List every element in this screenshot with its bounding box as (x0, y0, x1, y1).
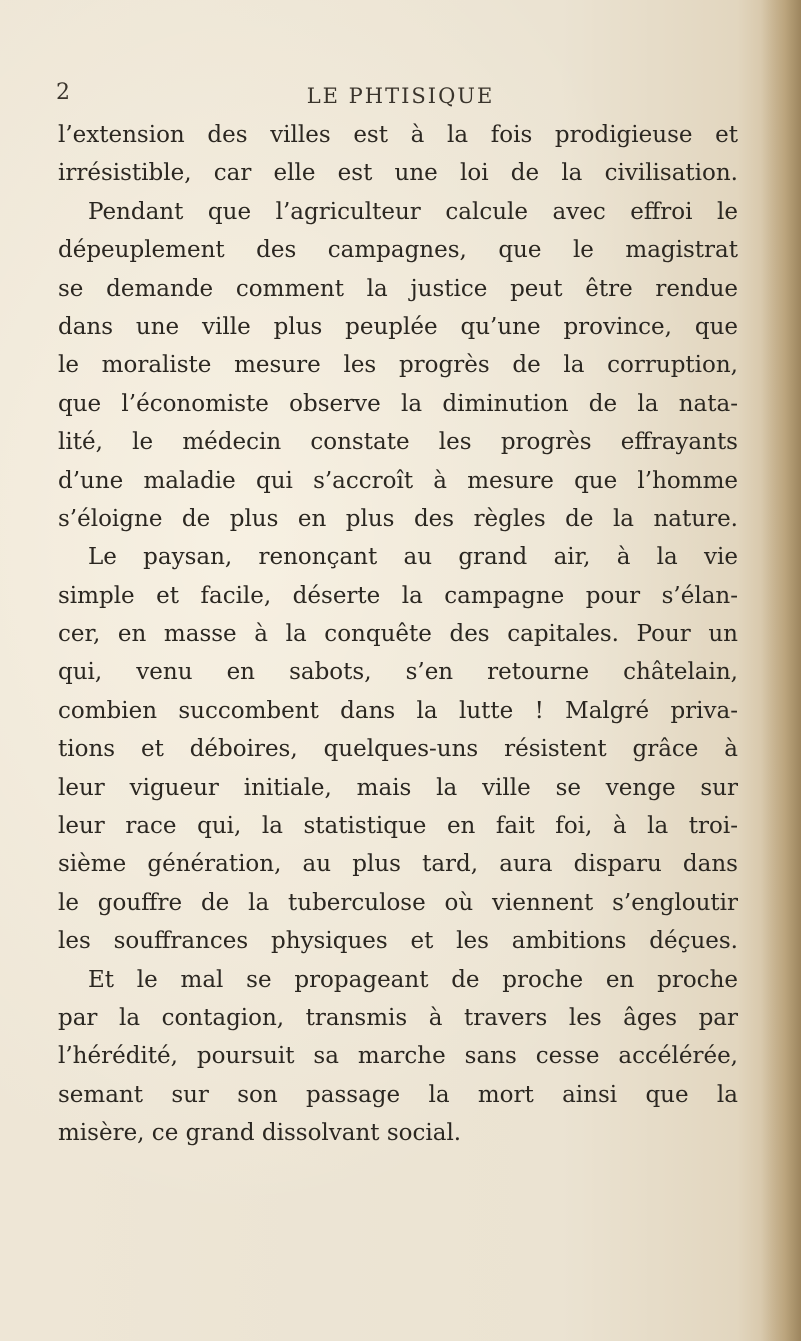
text-line: par la contagion, transmis à travers les âges par (58, 1004, 738, 1031)
text-line: Pendant que l’agriculteur calcule avec effroi le (88, 198, 738, 225)
text-line: irrésistible, car elle est une loi de la civilisation. (58, 160, 738, 187)
text-line: sième génération, au plus tard, aura disparu dans (58, 851, 738, 878)
text-line: Et le mal se propageant de proche en proche (88, 966, 738, 993)
text-line: cer, en masse à la conquête des capitales. Pour un (58, 621, 738, 648)
page-number: 2 (56, 80, 70, 105)
text-line: leur race qui, la statistique en fait foi, à la troi- (58, 813, 738, 840)
text-line: semant sur son passage la mort ainsi que la (58, 1081, 738, 1108)
text-line: Le paysan, renonçant au grand air, à la vie (88, 544, 738, 571)
text-line: lité, le médecin constate les progrès effrayants (58, 429, 738, 456)
text-line: tions et déboires, quelques-uns résistent grâce à (58, 736, 738, 763)
text-line: s’éloigne de plus en plus des règles de la nature. (58, 505, 738, 532)
text-line: qui, venu en sabots, s’en retourne châtelain, (58, 659, 738, 686)
text-line: dans une ville plus peuplée qu’une province, que (58, 313, 738, 340)
text-line: leur vigueur initiale, mais la ville se venge sur (58, 774, 738, 801)
text-line: dépeuplement des campagnes, que le magistrat (58, 237, 738, 264)
page-edge-shadow (761, 0, 801, 1341)
text-line: combien succombent dans la lutte ! Malgré priva- (58, 697, 738, 724)
text-line: d’une maladie qui s’accroît à mesure que l’homme (58, 467, 738, 494)
text-line: le moraliste mesure les progrès de la corruption, (58, 352, 738, 379)
body-text (58, 116, 738, 1153)
text-line: les souffrances physiques et les ambitions déçues. (58, 928, 738, 955)
text-line: misère, ce grand dissolvant social. (58, 1120, 462, 1147)
text-line: simple et facile, déserte la campagne pour s’élan- (58, 582, 738, 609)
text-line: l’extension des villes est à la fois prodigieuse et (58, 122, 738, 148)
text-line: l’hérédité, poursuit sa marche sans cesse accélérée, (58, 1043, 738, 1070)
text-line: se demande comment la justice peut être rendue (58, 275, 738, 302)
text-line: que l’économiste observe la diminution de la nata- (58, 390, 738, 417)
text-line: le gouffre de la tuberculose où viennent s’engloutir (58, 889, 738, 916)
running-head: LE PHTISIQUE (306, 84, 495, 108)
